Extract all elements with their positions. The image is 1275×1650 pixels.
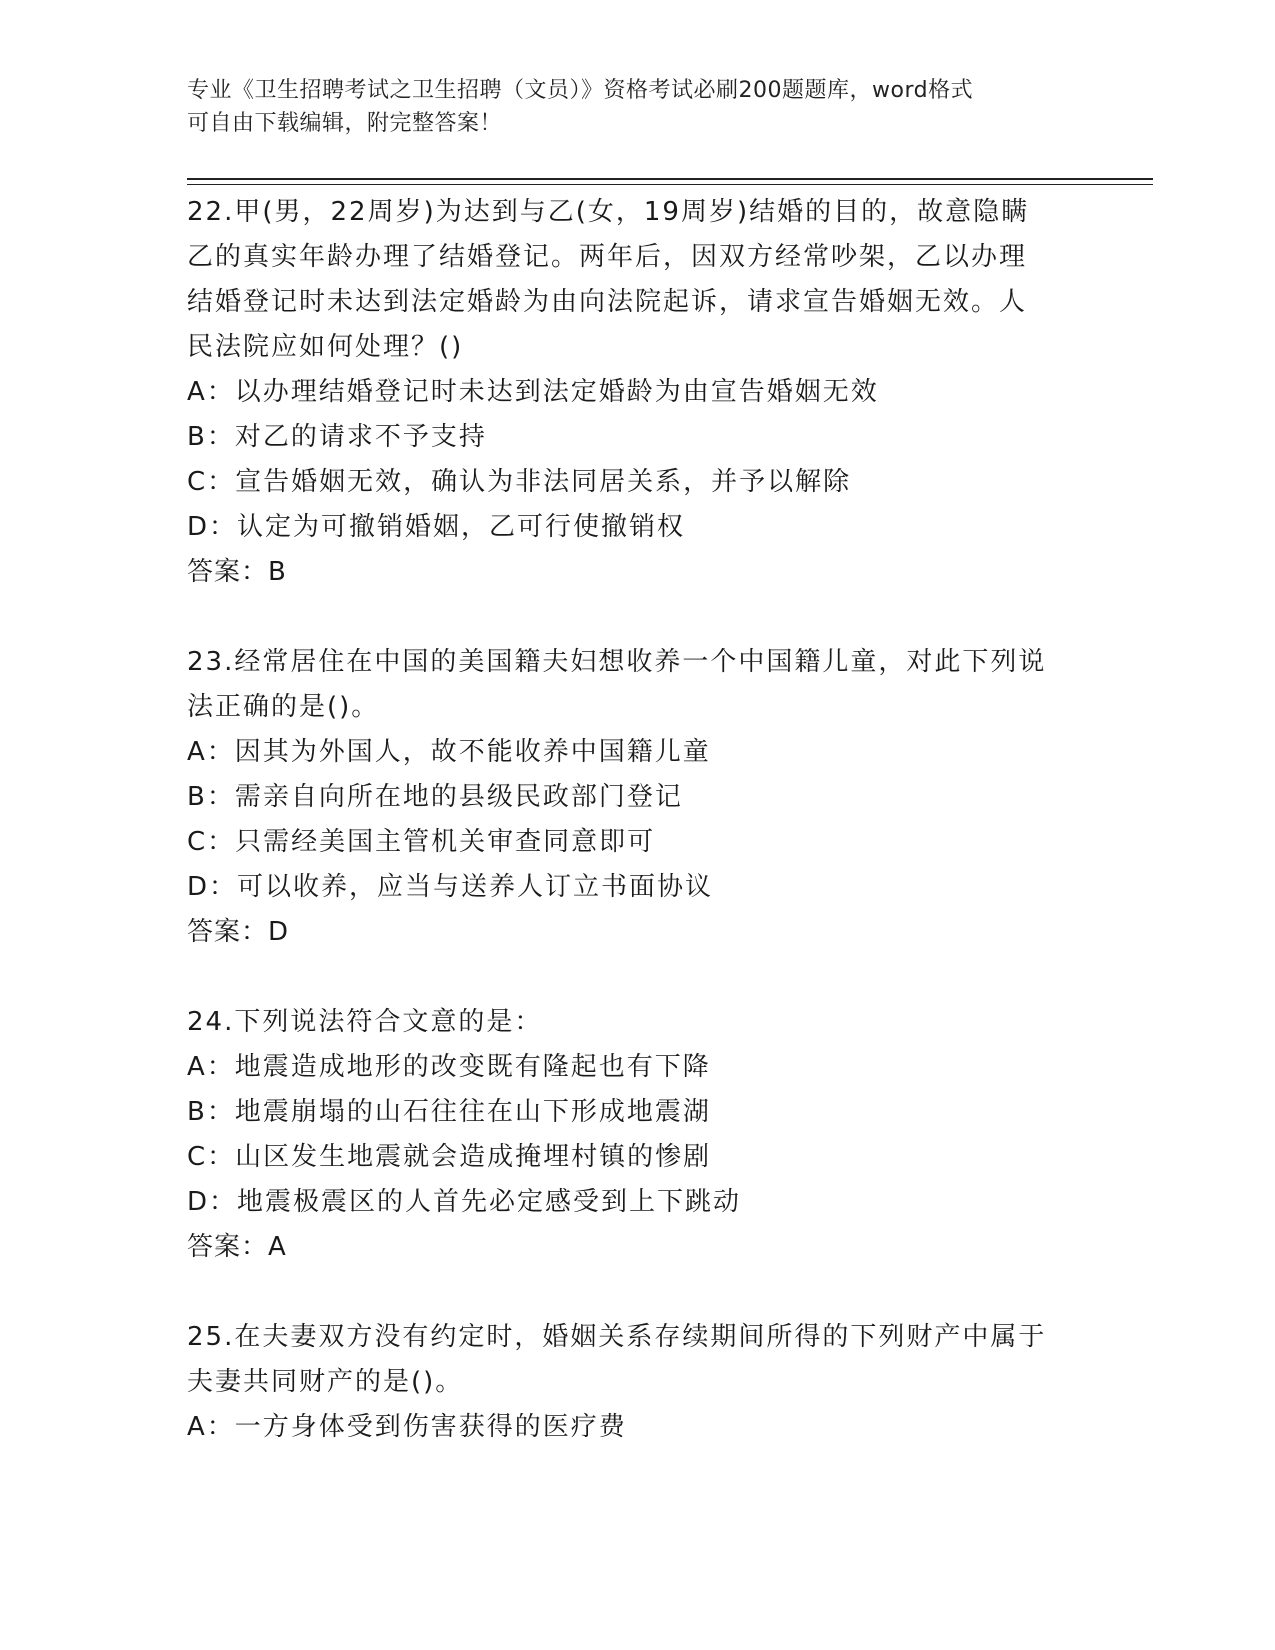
option-a: A：以办理结婚登记时未达到法定婚龄为由宣告婚姻无效 [187, 377, 879, 407]
question-24 [187, 1000, 1087, 1270]
question-stem-line: 23.经常居住在中国的美国籍夫妇想收养一个中国籍儿童，对此下列说 [187, 647, 1047, 677]
question-stem-line: 夫妻共同财产的是()。 [187, 1367, 464, 1397]
question-spacer [187, 1270, 1087, 1315]
option-a: A：一方身体受到伤害获得的医疗费 [187, 1412, 627, 1442]
question-stem-line: 24.下列说法符合文意的是： [187, 1007, 543, 1037]
question-stem-line: 结婚登记时未达到法定婚龄为由向法院起诉，请求宣告婚姻无效。人 [187, 287, 1028, 317]
option-c: C：山区发生地震就会造成掩埋村镇的惨剧 [187, 1142, 712, 1172]
question-list [187, 190, 1087, 1450]
question-stem-line: 25.在夫妻双方没有约定时，婚姻关系存续期间所得的下列财产中属于 [187, 1322, 1047, 1352]
answer: 答案：B [187, 557, 287, 587]
option-c: C：宣告婚姻无效，确认为非法同居关系，并予以解除 [187, 467, 852, 497]
option-b: B：地震崩塌的山石往往在山下形成地震湖 [187, 1097, 711, 1127]
question-stem-line: 乙的真实年龄办理了结婚登记。两年后，因双方经常吵架，乙以办理 [187, 242, 1028, 272]
question-23 [187, 640, 1087, 955]
option-b: B：对乙的请求不予支持 [187, 422, 487, 452]
option-d: D：地震极震区的人首先必定感受到上下跳动 [187, 1187, 742, 1217]
question-spacer [187, 955, 1087, 1000]
document-header [187, 74, 1067, 140]
answer: 答案：A [187, 1232, 287, 1262]
header-line-1: 专业《卫生招聘考试之卫生招聘（文员）》资格考试必刷200题题库，word格式 [187, 78, 974, 103]
question-spacer [187, 595, 1087, 640]
option-d: D：可以收养，应当与送养人订立书面协议 [187, 872, 714, 902]
question-stem-line: 22.甲(男，22周岁)为达到与乙(女，19周岁)结婚的目的，故意隐瞒 [187, 197, 1030, 227]
header-line-2: 可自由下载编辑，附完整答案！ [187, 111, 503, 136]
question-stem-line: 民法院应如何处理？() [187, 332, 464, 362]
question-25 [187, 1315, 1087, 1450]
header-divider-thick [187, 178, 1153, 180]
option-b: B：需亲自向所在地的县级民政部门登记 [187, 782, 683, 812]
option-c: C：只需经美国主管机关审查同意即可 [187, 827, 656, 857]
question-22 [187, 190, 1087, 595]
header-divider-thin [187, 184, 1153, 185]
option-a: A：因其为外国人，故不能收养中国籍儿童 [187, 737, 711, 767]
option-a: A：地震造成地形的改变既有隆起也有下降 [187, 1052, 711, 1082]
question-stem-line: 法正确的是()。 [187, 692, 380, 722]
option-d: D：认定为可撤销婚姻，乙可行使撤销权 [187, 512, 686, 542]
answer: 答案：D [187, 917, 290, 947]
